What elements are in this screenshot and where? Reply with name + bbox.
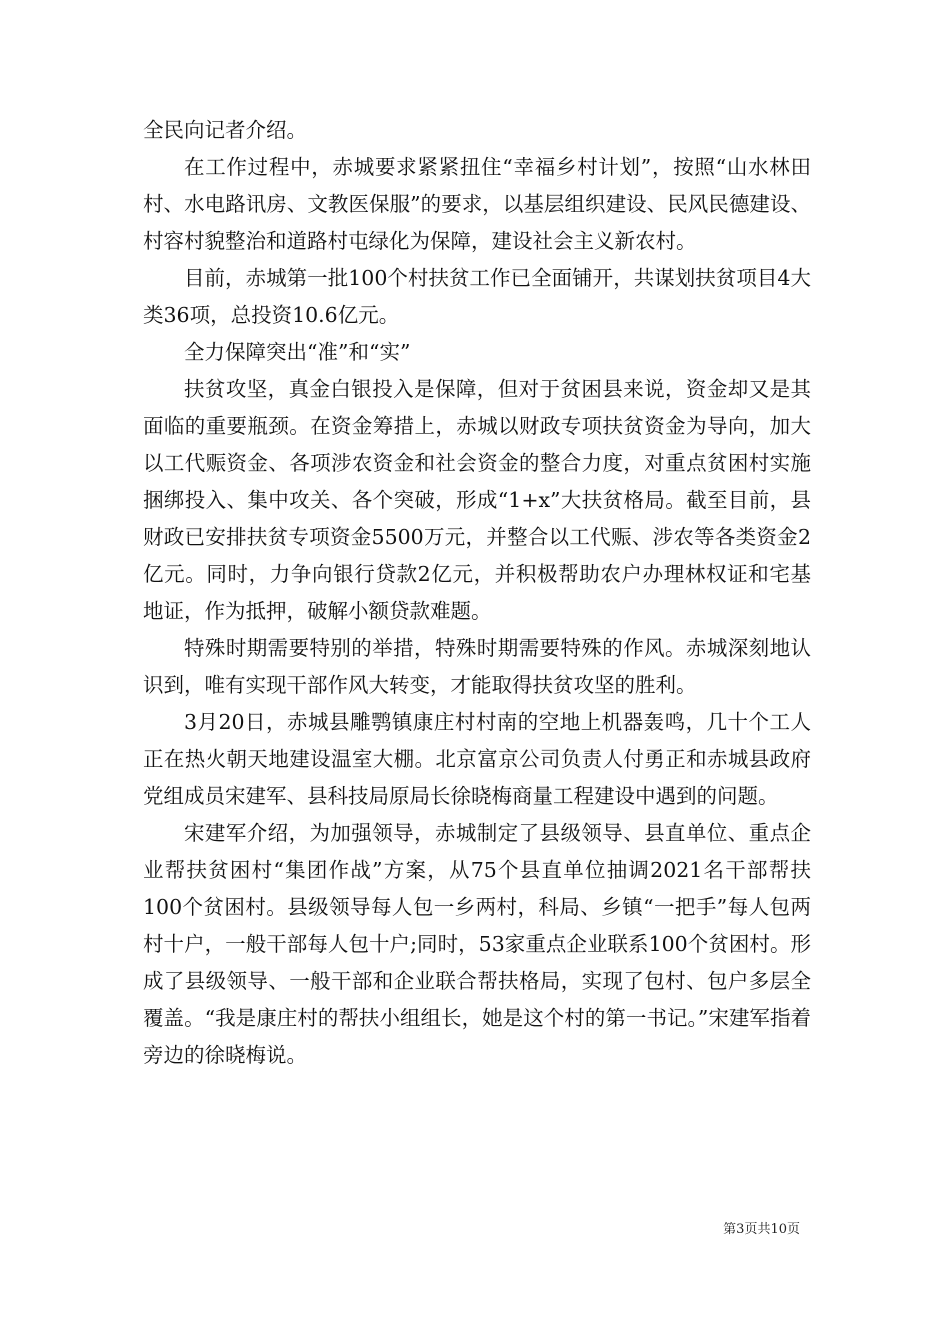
paragraph-funding: 扶贫攻坚，真金白银投入是保障，但对于贫困县来说，资金却又是其面临的重要瓶颈。在资金筹措上，赤城以财政专项扶贫资金为导向，加大以工代赈资金、各项涉农资金和社会资金的整合力度，对重点贫困村实施捆绑投入、集中攻关、各个突破，形成“1+x”大扶贫格局。截至目前，县财政已安排扶贫专项资金5500万元，并整合以工代赈、涉农等各类资金2亿元。同时，力争向银行贷款2亿元，并积极帮助农户办理林权证和宅基地证，作为抵押，破解小额贷款难题。 — [143, 377, 811, 623]
paragraph-greenhouse: 3月20日，赤城县雕鹗镇康庄村村南的空地上机器轰鸣，几十个工人正在热火朝天地建设温室大棚。北京富京公司负责人付勇正和赤城县政府党组成员宋建军、县科技局原局长徐晓梅商量工程建设中遇到的问题。 — [143, 710, 811, 808]
paragraph-group-combat: 宋建军介绍，为加强领导，赤城制定了县级领导、县直单位、重点企业帮扶贫困村“集团作战”方案，从75个县直单位抽调2021名干部帮扶100个贫困村。县级领导每人包一乡两村，科局、乡镇“一把手”每人包两村十户，一般干部每人包十户;同时，53家重点企业联系100个贫困村。形成了县级领导、一般干部和企业联合帮扶格局，实现了包村、包户多层全覆盖。“我是康庄村的帮扶小组组长，她是这个村的第一书记。”宋建军指着旁边的徐晓梅说。 — [143, 821, 811, 1067]
paragraph-first-batch: 目前，赤城第一批100个村扶贫工作已全面铺开，共谋划扶贫项目4大类36项，总投资10.6亿元。 — [143, 266, 811, 327]
paragraph-happy-village-plan: 在工作过程中，赤城要求紧紧扭住“幸福乡村计划”，按照“山水林田村、水电路讯房、文教医保服”的要求，以基层组织建设、民风民德建设、村容村貌整治和道路村屯绿化为保障，建设社会主义新农村。 — [143, 155, 811, 253]
page-number: 第3页共10页 — [723, 1222, 800, 1237]
section-heading: 全力保障突出“准”和“实” — [184, 340, 411, 364]
paragraph-work-style: 特殊时期需要特别的举措，特殊时期需要特殊的作风。赤城深刻地认识到，唯有实现干部作风大转变，才能取得扶贫攻坚的胜利。 — [143, 636, 811, 697]
paragraph-continuation: 全民向记者介绍。 — [143, 118, 307, 142]
document-body — [143, 112, 811, 1074]
